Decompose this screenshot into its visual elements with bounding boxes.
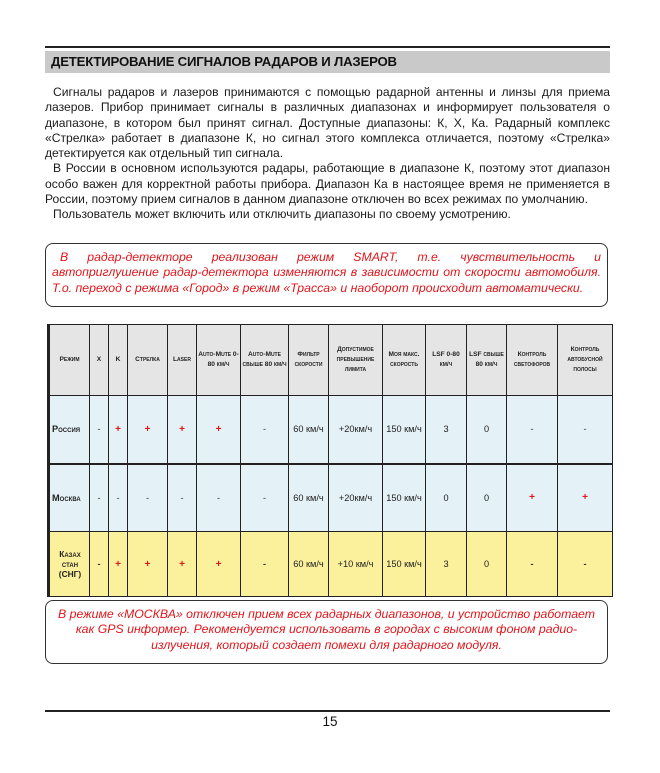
header-mode: Режим — [49, 325, 90, 396]
cell-strelka: - — [145, 492, 150, 503]
moscow-mode-note-text: В режиме «МОСКВА» отключен прием всех радарных диапазонов, и устройство работает как GPS информер. Рекомендуется использовать в городах с высоким фоном радио-излучения, который создает помехи для радарного модуля. — [58, 607, 595, 652]
cell-bus-lane: + — [582, 492, 588, 504]
mode-name: Казах стан (СНГ) — [49, 532, 90, 597]
header-my-max-speed: Моя макс. скорость — [383, 325, 426, 396]
modes-table — [47, 324, 613, 597]
header-lsf-0-80: LSF 0-80 км/ч — [426, 325, 467, 396]
cell-allowed-excess: +20км/ч — [329, 464, 383, 532]
cell-lsf-80: 0 — [467, 464, 507, 532]
header-allowed-excess: Допустимое превышение лимита — [329, 325, 383, 396]
cell-laser: + — [179, 423, 185, 435]
header-strelka: Стрелка — [128, 325, 168, 396]
cell-traffic-lights: - — [530, 559, 534, 569]
table-row-kazakhstan — [49, 532, 613, 597]
section-title-bar — [45, 51, 610, 73]
cell-traffic-lights: + — [529, 492, 535, 504]
cell-laser: + — [179, 558, 185, 570]
mode-name: Москва — [49, 464, 90, 532]
header-automute-0-80: Auto-Mute 0-80 км/ч — [197, 325, 241, 396]
cell-my-max-speed: 150 км/ч — [383, 464, 426, 532]
cell-automute-80: - — [262, 559, 267, 569]
cell-laser: - — [180, 492, 184, 503]
bottom-rule — [45, 710, 610, 712]
cell-lsf-0-80: 0 — [426, 464, 467, 532]
header-x: X — [90, 325, 109, 396]
cell-speed-filter: 60 км/ч — [289, 532, 329, 597]
cell-speed-filter: 60 км/ч — [289, 396, 329, 464]
body-text — [45, 85, 610, 223]
cell-my-max-speed: 150 км/ч — [383, 396, 426, 464]
table-row-moscow — [49, 464, 613, 532]
cell-speed-filter: 60 км/ч — [289, 464, 329, 532]
cell-k: - — [116, 492, 120, 503]
cell-x: - — [97, 424, 101, 435]
header-automute-80: Auto-Mute свыше 80 км/ч — [241, 325, 289, 396]
paragraph-user: Пользователь может включить или отключить диапазоны по своему усмотрению. — [53, 207, 511, 222]
cell-traffic-lights: - — [530, 424, 534, 435]
cell-automute-0-80: - — [216, 492, 221, 503]
header-traffic-lights: Контроль светофоров — [507, 325, 558, 396]
cell-lsf-0-80: 3 — [426, 396, 467, 464]
cell-lsf-0-80: 3 — [426, 532, 467, 597]
header-speed-filter: Фильтр скорости — [289, 325, 329, 396]
cell-x: - — [97, 492, 101, 503]
table-header-row — [49, 325, 613, 396]
header-laser: Laser — [168, 325, 197, 396]
header-lsf-80: LSF свыше 80 км/ч — [467, 325, 507, 396]
cell-allowed-excess: +10 км/ч — [329, 532, 383, 597]
cell-automute-80: - — [262, 424, 267, 435]
paragraph-signals: Сигналы радаров и лазеров принимаются с помощью радарной антенны и линзы для приема лазеров. Прибор принимает сигналы в различных диапазонах и информирует пользователя о диапазоне, в котором был принят сигнал. Доступные диапазоны: К, Х, Ка. Радарный комплекс «Стрелка» работает в диапазоне К, но сигнал этого комплекса отличается, поэтому «Стрелка» детектируется как отдельный тип сигнала. — [45, 85, 610, 161]
page-number: 15 — [322, 714, 338, 729]
cell-strelka: + — [144, 558, 151, 570]
smart-mode-note — [45, 243, 608, 307]
moscow-mode-note — [45, 600, 608, 664]
header-k: K — [109, 325, 128, 396]
cell-strelka: + — [144, 423, 151, 435]
cell-lsf-80: 0 — [467, 532, 507, 597]
cell-allowed-excess: +20км/ч — [329, 396, 383, 464]
header-bus-lane: Контроль автобусной полосы — [558, 325, 613, 396]
cell-automute-0-80: + — [215, 423, 222, 435]
cell-bus-lane: - — [583, 424, 587, 435]
smart-mode-note-text: В радар-детекторе реализован режим SMART, т.е. чувствительность и автоприглушение радар-детектора изменяются в зависимости от скорости автомобиля. Т.о. переход с режима «Город» в режим «Трасса» и наоборот происходит автоматически. — [52, 250, 601, 295]
cell-k: + — [115, 423, 121, 435]
cell-my-max-speed: 150 км/ч — [383, 532, 426, 597]
paragraph-russia: В России в основном используются радары, работающие в диапазоне К, поэтому этот диапазон особо важен для корректной работы прибора. Диапазон Ка в настоящее время не применяется в России, поэтому прием сигналов в данном диапазоне отключен во всех режимах по умолчанию. — [45, 161, 610, 207]
cell-lsf-80: 0 — [467, 396, 507, 464]
cell-x: - — [97, 559, 101, 569]
table-row-russia — [49, 396, 613, 464]
top-rule — [45, 46, 610, 48]
section-title: ДЕТЕКТИРОВАНИЕ СИГНАЛОВ РАДАРОВ И ЛАЗЕРОВ — [51, 54, 397, 69]
cell-automute-0-80: + — [215, 558, 222, 570]
cell-k: + — [115, 558, 121, 570]
cell-bus-lane: - — [583, 559, 587, 569]
cell-automute-80: - — [262, 492, 267, 503]
mode-name: Россия — [49, 396, 90, 464]
